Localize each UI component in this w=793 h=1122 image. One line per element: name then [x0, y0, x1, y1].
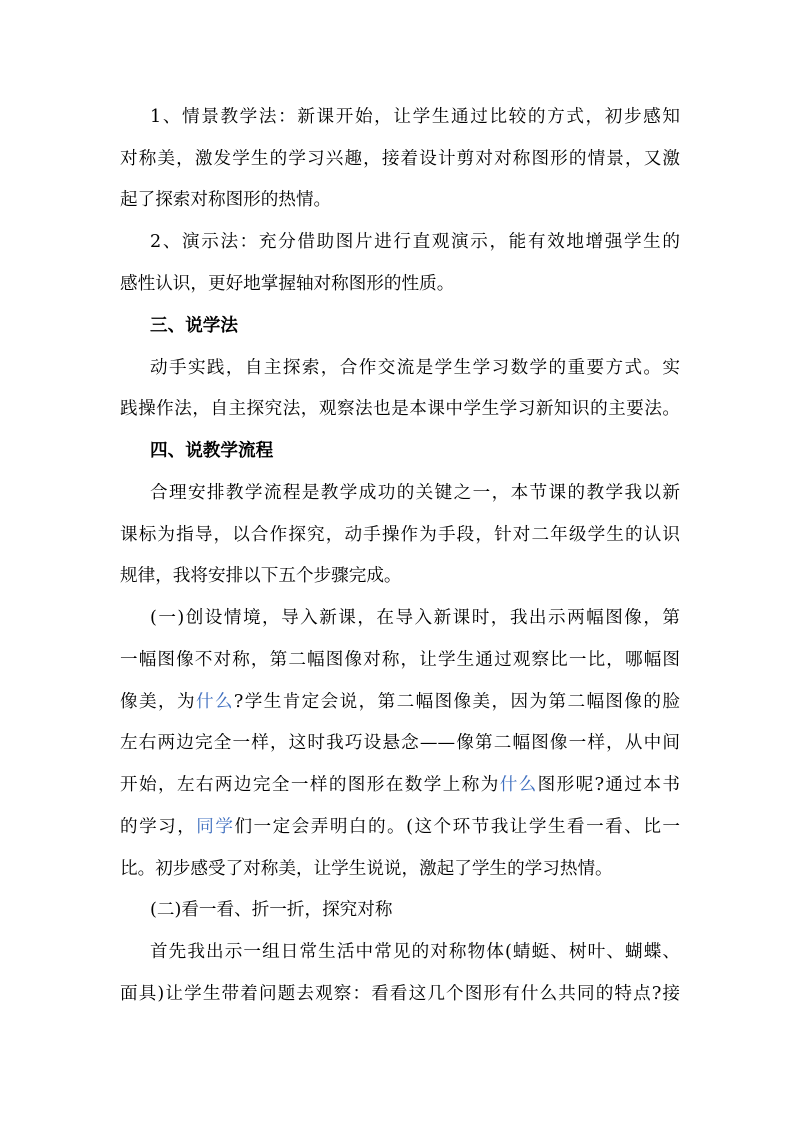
hyperlink-what[interactable]: 什么: [499, 775, 538, 795]
paragraph-step-two-heading: (二)看一看、折一折，探究对称: [150, 900, 393, 920]
text-segment: 开始，左右两边完全一样的图形在数学上称为: [120, 775, 500, 795]
text-segment: 们一定会弄明白的。(这个环节我让学生看一看、比一: [234, 817, 680, 837]
paragraph-process-intro-line-2: 课标为指导，以合作探究，动手操作为手段，针对二年级学生的认识: [120, 525, 680, 545]
paragraph-demonstration-line-2: 感性认识，更好地掌握轴对称图形的性质。: [120, 274, 455, 294]
paragraph-situational-teaching-line-1: 1、情景教学法：新课开始，让学生通过比较的方式，初步感知: [150, 107, 680, 127]
paragraph-step-one-line-3: [120, 688, 680, 716]
hyperlink-classmates[interactable]: 同学: [196, 817, 235, 837]
section-heading-learning-method: 三、说学法: [150, 315, 238, 336]
text-segment: ?学生肯定会说，第二幅图像美，因为第二幅图像的脸: [233, 692, 680, 712]
paragraph-step-one-line-5: [120, 771, 680, 799]
text-segment: 的学习，: [120, 817, 197, 837]
paragraph-step-two-line-1: 首先我出示一组日常生活中常见的对称物体(蜻蜓、树叶、蝴蝶、: [150, 942, 680, 962]
paragraph-learning-method-line-1: 动手实践，自主探索，合作交流是学生学习数学的重要方式。实: [150, 358, 680, 378]
paragraph-learning-method-line-2: 践操作法，自主探究法，观察法也是本课中学生学习新知识的主要法。: [120, 399, 680, 419]
paragraph-situational-teaching-line-3: 起了探索对称图形的热情。: [120, 190, 332, 210]
paragraph-step-one-line-2: 一幅图像不对称，第二幅图像对称，让学生通过观察比一比，哪幅图: [120, 650, 680, 670]
paragraph-demonstration-line-1: 2、演示法：充分借助图片进行直观演示，能有效地增强学生的: [150, 232, 680, 252]
paragraph-process-intro-line-1: 合理安排教学流程是教学成功的关键之一，本节课的教学我以新: [150, 483, 680, 503]
text-segment: 像美，为: [120, 692, 196, 712]
paragraph-process-intro-line-3: 规律，我将安排以下五个步骤完成。: [120, 566, 402, 586]
paragraph-situational-teaching-line-2: 对称美，激发学生的学习兴趣，接着设计剪对对称图形的情景，又激: [120, 149, 680, 169]
text-segment: 图形呢?通过本书: [537, 775, 680, 795]
paragraph-step-one-line-6: [120, 813, 680, 841]
paragraph-step-one-line-7: 比。初步感受了对称美，让学生说说，激起了学生的学习热情。: [120, 859, 613, 879]
paragraph-step-one-line-4: 左右两边完全一样，这时我巧设悬念——像第二幅图像一样，从中间: [120, 733, 680, 753]
paragraph-step-two-line-2: 面具)让学生带着问题去观察：看看这几个图形有什么共同的特点?接: [120, 984, 680, 1004]
section-heading-teaching-process: 四、说教学流程: [150, 440, 274, 461]
paragraph-step-one-line-1: (一)创设情境，导入新课，在导入新课时，我出示两幅图像，第: [150, 608, 680, 628]
hyperlink-what[interactable]: 什么: [195, 692, 234, 712]
